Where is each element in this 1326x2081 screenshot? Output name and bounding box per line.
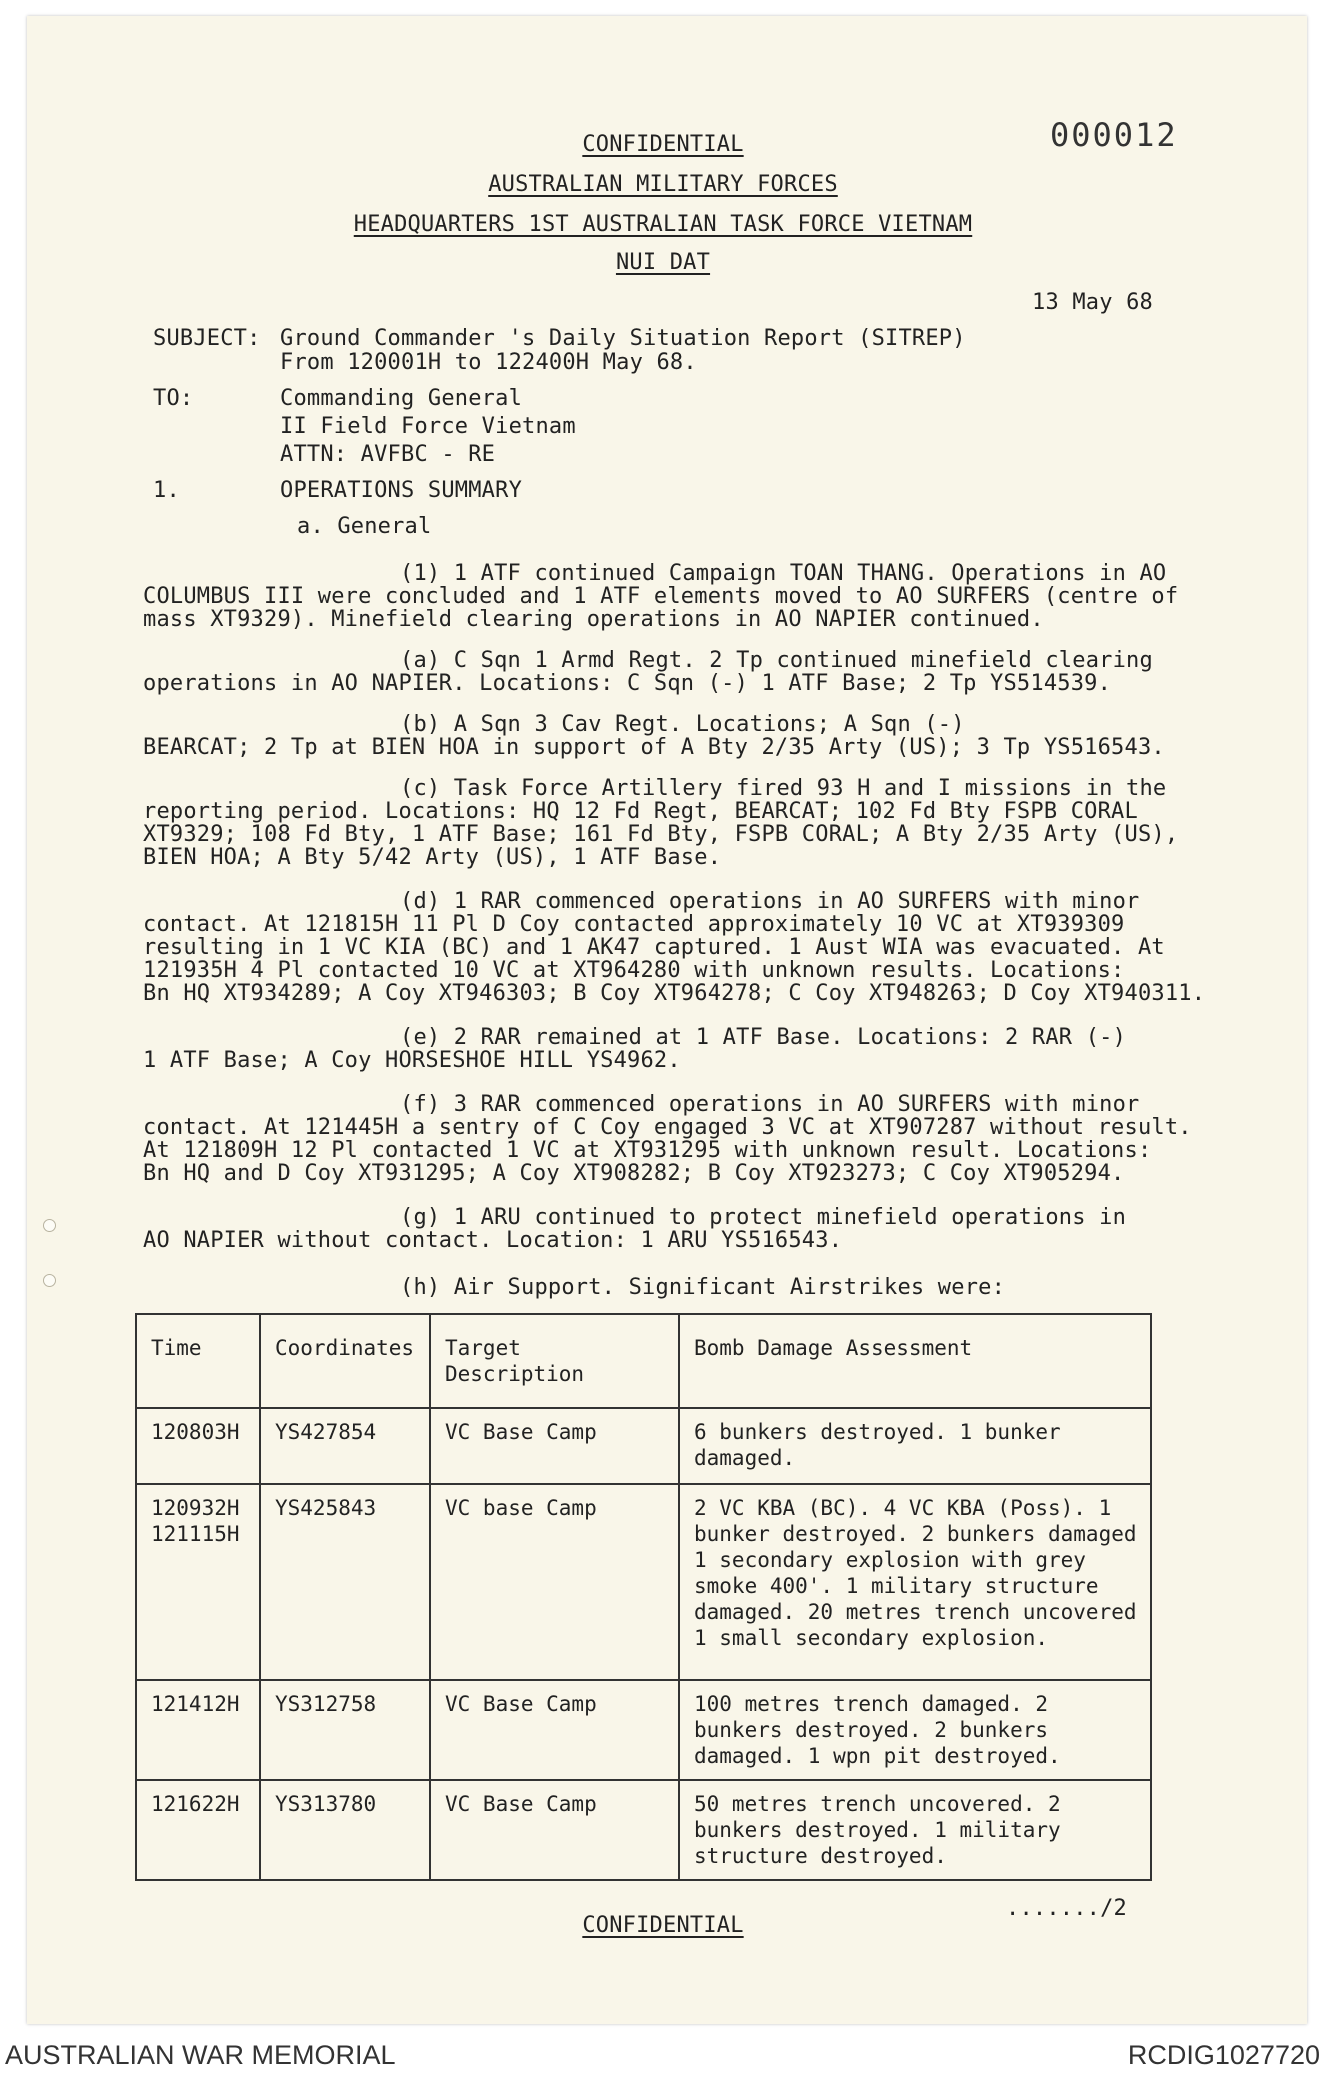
to-label: TO: xyxy=(153,386,194,411)
subject-label: SUBJECT: xyxy=(153,326,261,351)
to-line: II Field Force Vietnam xyxy=(280,414,576,439)
paragraph-line: (b) A Sqn 3 Cav Regt. Locations; A Sqn (-) xyxy=(400,712,965,737)
paragraph-line: (1) 1 ATF continued Campaign TOAN THANG. Operations in AO xyxy=(400,561,1167,586)
column-header: Time xyxy=(136,1314,260,1408)
time-cell: 120803H xyxy=(136,1408,260,1484)
bda-cell: 50 metres trench uncovered. 2 bunkers destroyed. 1 military structure destroyed. xyxy=(679,1780,1151,1880)
table-row xyxy=(136,1680,1151,1780)
archive-credit: AUSTRALIAN WAR MEMORIAL xyxy=(5,2040,396,2070)
subsection-title: a. General xyxy=(297,514,432,539)
subject-line: From 120001H to 122400H May 68. xyxy=(280,350,697,375)
paragraph-line: 121935H 4 Pl contacted 10 VC at XT964280 with unknown results. Locations: xyxy=(143,958,1125,983)
to-line: ATTN: AVFBC - RE xyxy=(280,442,496,467)
paragraph-line: COLUMBUS III were concluded and 1 ATF elements moved to AO SURFERS (centre of xyxy=(143,584,1179,609)
time-cell: 120932H 121115H xyxy=(136,1484,260,1680)
bda-cell: 6 bunkers destroyed. 1 bunker damaged. xyxy=(679,1408,1151,1484)
punch-hole xyxy=(43,1274,56,1287)
paragraph-line: (d) 1 RAR commenced operations in AO SURFERS with minor xyxy=(400,889,1140,914)
location-title: NUI DAT xyxy=(615,250,711,275)
paragraph-line: (e) 2 RAR remained at 1 ATF Base. Locations: 2 RAR (-) xyxy=(400,1025,1127,1050)
section-title: OPERATIONS SUMMARY xyxy=(280,478,523,503)
paragraph-line: BIEN HOA; A Bty 5/42 Arty (US), 1 ATF Base. xyxy=(143,845,722,870)
bda-cell: 2 VC KBA (BC). 4 VC KBA (Poss). 1 bunker destroyed. 2 bunkers damaged 1 secondary explosion with grey smoke 400'. 1 military structure damaged. 20 metres trench uncovered 1 small secondary explosion. xyxy=(679,1484,1151,1680)
paragraph-line: At 121809H 12 Pl contacted 1 VC at XT931295 with unknown result. Locations: xyxy=(143,1138,1152,1163)
table-row xyxy=(136,1780,1151,1880)
table-row xyxy=(136,1408,1151,1484)
target-cell: VC base Camp xyxy=(430,1484,679,1680)
paragraph-line: XT9329; 108 Fd Bty, 1 ATF Base; 161 Fd Bty, FSPB CORAL; A Bty 2/35 Arty (US), xyxy=(143,822,1179,847)
coordinates-cell: YS313780 xyxy=(260,1780,430,1880)
classification-top: CONFIDENTIAL xyxy=(582,132,744,157)
table-header-row xyxy=(136,1314,1151,1408)
classification-bottom: CONFIDENTIAL xyxy=(582,1913,744,1938)
paragraph-line: (f) 3 RAR commenced operations in AO SURFERS with minor xyxy=(400,1092,1140,1117)
target-cell: VC Base Camp xyxy=(430,1680,679,1780)
paragraph-line: reporting period. Locations: HQ 12 Fd Regt, BEARCAT; 102 Fd Bty FSPB CORAL xyxy=(143,799,1138,824)
page-number-stamp: 000012 xyxy=(1050,116,1178,154)
archive-reference: RCDIG1027720 xyxy=(1127,2040,1320,2070)
report-date: 13 May 68 xyxy=(1032,290,1154,315)
table-row xyxy=(136,1484,1151,1680)
airstrike-table xyxy=(135,1313,1152,1881)
time-cell: 121412H xyxy=(136,1680,260,1780)
paragraph-line: BEARCAT; 2 Tp at BIEN HOA in support of A Bty 2/35 Arty (US); 3 Tp YS516543. xyxy=(143,735,1165,760)
paragraph-line: (a) C Sqn 1 Armd Regt. 2 Tp continued minefield clearing xyxy=(400,648,1153,673)
paragraph-line: Bn HQ XT934289; A Coy XT946303; B Coy XT964278; C Coy XT948263; D Coy XT940311. xyxy=(143,981,1206,1006)
paragraph-line: (h) Air Support. Significant Airstrikes were: xyxy=(400,1275,1006,1300)
paragraph-line: (c) Task Force Artillery fired 93 H and I missions in the xyxy=(400,776,1167,801)
coordinates-cell: YS312758 xyxy=(260,1680,430,1780)
target-cell: VC Base Camp xyxy=(430,1408,679,1484)
time-cell: 121622H xyxy=(136,1780,260,1880)
paragraph-line: AO NAPIER without contact. Location: 1 ARU YS516543. xyxy=(143,1228,843,1253)
paragraph-line: (g) 1 ARU continued to protect minefield operations in xyxy=(400,1205,1127,1230)
column-header: Bomb Damage Assessment xyxy=(679,1314,1151,1408)
target-cell: VC Base Camp xyxy=(430,1780,679,1880)
subject-line: Ground Commander 's Daily Situation Report (SITREP) xyxy=(280,326,966,351)
to-line: Commanding General xyxy=(280,386,523,411)
paragraph-line: contact. At 121445H a sentry of C Coy engaged 3 VC at XT907287 without result. xyxy=(143,1115,1192,1140)
paragraph-line: mass XT9329). Minefield clearing operations in AO NAPIER continued. xyxy=(143,607,1044,632)
coordinates-cell: YS427854 xyxy=(260,1408,430,1484)
paragraph-line: operations in AO NAPIER. Locations: C Sqn (-) 1 ATF Base; 2 Tp YS514539. xyxy=(143,671,1112,696)
coordinates-cell: YS425843 xyxy=(260,1484,430,1680)
paragraph-line: contact. At 121815H 11 Pl D Coy contacted approximately 10 VC at XT939309 xyxy=(143,912,1125,937)
section-number: 1. xyxy=(153,478,180,503)
paragraph-line: resulting in 1 VC KIA (BC) and 1 AK47 captured. 1 Aust WIA was evacuated. At xyxy=(143,935,1165,960)
hq-title: HEADQUARTERS 1ST AUSTRALIAN TASK FORCE VIETNAM xyxy=(353,212,973,237)
column-header: Coordinates xyxy=(260,1314,430,1408)
continuation-marker: ......./2 xyxy=(1006,1896,1128,1921)
paragraph-line: 1 ATF Base; A Coy HORSESHOE HILL YS4962. xyxy=(143,1048,681,1073)
org-title: AUSTRALIAN MILITARY FORCES xyxy=(488,172,838,197)
punch-hole xyxy=(43,1219,56,1232)
paragraph-line: Bn HQ and D Coy XT931295; A Coy XT908282; B Coy XT923273; C Coy XT905294. xyxy=(143,1161,1125,1186)
bda-cell: 100 metres trench damaged. 2 bunkers destroyed. 2 bunkers damaged. 1 wpn pit destroyed. xyxy=(679,1680,1151,1780)
column-header: Target Description xyxy=(430,1314,679,1408)
